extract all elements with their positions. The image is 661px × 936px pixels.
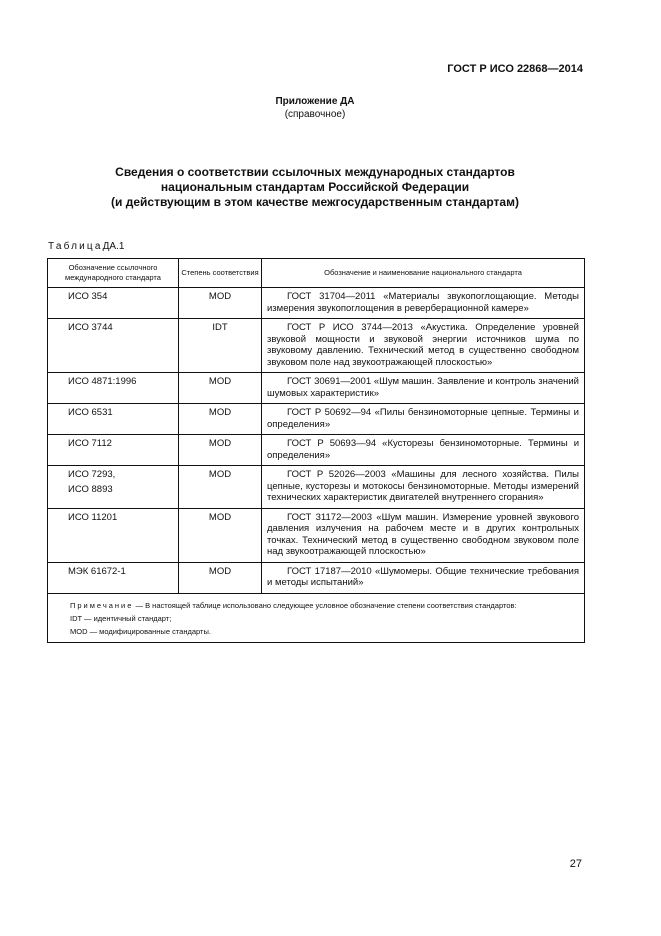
- annex-heading: [0, 95, 630, 121]
- table-label-prefix: Таблица: [48, 241, 103, 252]
- table-note: [48, 593, 585, 642]
- intl-standard: ИСО 3744: [68, 322, 113, 333]
- intl-standard-cell: [48, 562, 179, 593]
- intl-standard-cell: [48, 319, 179, 373]
- section-title-line-3: (и действующим в этом качестве межгосударственным стандартам): [111, 195, 519, 209]
- note-intro: [54, 599, 580, 612]
- note-text: — В настоящей таблице использовано следующее условное обозначение степени соответствия стандартов:: [133, 600, 517, 610]
- annex-title: Приложение ДА: [275, 96, 355, 107]
- intl-standard: ИСО 4871:1996: [68, 376, 137, 387]
- table-row: [48, 373, 585, 404]
- header-degree: Степень соответствия: [179, 259, 262, 288]
- national-standard-cell: ГОСТ Р 52026—2003 «Машины для лесного хозяйства. Пилы цепные, кусторезы и мотокосы бензиномоторные. Методы измерений технических характеристик двигателей внутреннего сгорания»: [262, 466, 585, 509]
- intl-standard: ИСО 7112: [68, 438, 112, 449]
- national-standard-cell: ГОСТ 31172—2003 «Шум машин. Измерение уровней звукового давления излучения на рабочем месте и в других контрольных точках. Технический метод в существенно свободном звуковом поле над звукоотражающей плоскостью»: [262, 508, 585, 562]
- national-standard-cell: ГОСТ 17187—2010 «Шумомеры. Общие технические требования и методы испытаний»: [262, 562, 585, 593]
- national-standard-cell: ГОСТ 31704—2011 «Материалы звукопоглощающие. Методы измерения звукопоглощения в реверберационной камере»: [262, 288, 585, 319]
- table-row: [48, 435, 585, 466]
- section-title-line-1: Сведения о соответствии ссылочных международных стандартов: [115, 165, 515, 179]
- national-standard-cell: ГОСТ 30691—2001 «Шум машин. Заявление и контроль значений шумовых характеристик»: [262, 373, 585, 404]
- degree-cell: IDT: [179, 319, 262, 373]
- table-row: [48, 404, 585, 435]
- page-number: 27: [569, 858, 582, 870]
- note-item: MOD — модифицированные стандарты.: [70, 626, 211, 636]
- document-header-standard: ГОСТ Р ИСО 22868—2014: [447, 63, 583, 75]
- table-row: [48, 319, 585, 373]
- national-standard-cell: ГОСТ Р 50692—94 «Пилы бензиномоторные цепные. Термины и определения»: [262, 404, 585, 435]
- intl-standard-cell: [48, 508, 179, 562]
- intl-standard: ИСО 6531: [68, 407, 113, 418]
- header-international-standard: Обозначение ссылочного международного стандарта: [48, 259, 179, 288]
- note-item: IDT — идентичный стандарт;: [70, 613, 172, 623]
- degree-cell: MOD: [179, 404, 262, 435]
- intl-standard: ИСО 8893: [68, 483, 113, 495]
- note-label: Примечание: [70, 600, 134, 610]
- intl-standard-cell: [48, 373, 179, 404]
- correspondence-table: [47, 258, 585, 643]
- intl-standard: ИСО 7293,: [68, 469, 116, 480]
- national-standard-cell: ГОСТ Р 50693—94 «Кусторезы бензиномоторные. Термины и определения»: [262, 435, 585, 466]
- intl-standard: ИСО 11201: [68, 511, 118, 523]
- table-row: [48, 466, 585, 509]
- table-row: [48, 562, 585, 593]
- intl-standard-cell: [48, 466, 179, 509]
- degree-cell: MOD: [179, 288, 262, 319]
- intl-standard-cell: [48, 288, 179, 319]
- intl-standard: ИСО 354: [68, 291, 108, 302]
- degree-cell: MOD: [179, 508, 262, 562]
- table-header-row: [48, 259, 585, 288]
- intl-standard-cell: [48, 435, 179, 466]
- degree-cell: MOD: [179, 562, 262, 593]
- degree-cell: MOD: [179, 435, 262, 466]
- table-label: [48, 241, 124, 252]
- national-standard-cell: ГОСТ Р ИСО 3744—2013 «Акустика. Определение уровней звуковой мощности и звуковой энергии источников шума по звуковому давлению. Технический метод в существенно свободном звуковом поле над звукоотражающей плоскостью»: [262, 319, 585, 373]
- section-title: [0, 165, 630, 210]
- table-note-row: [48, 593, 585, 642]
- table-label-id: ДА.1: [102, 241, 125, 252]
- table-row: [48, 508, 585, 562]
- annex-subtitle: (справочное): [284, 109, 346, 120]
- section-title-line-2: национальным стандартам Российской Федерации: [160, 180, 470, 194]
- degree-cell: MOD: [179, 466, 262, 509]
- intl-standard: МЭК 61672-1: [68, 565, 126, 577]
- table-row: [48, 288, 585, 319]
- degree-cell: MOD: [179, 373, 262, 404]
- intl-standard-cell: [48, 404, 179, 435]
- header-national-standard: Обозначение и наименование национального стандарта: [262, 259, 585, 288]
